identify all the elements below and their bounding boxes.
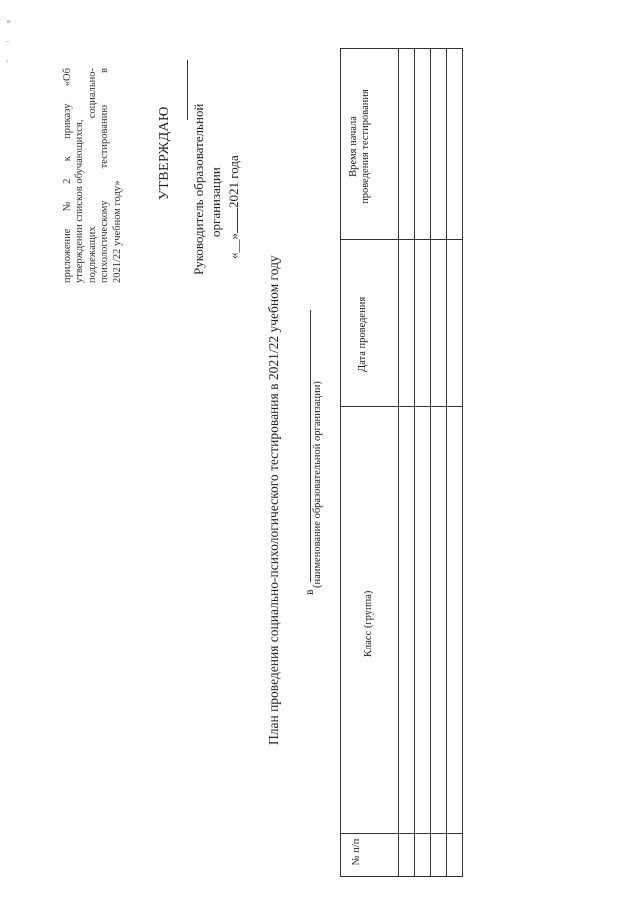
scan-marks: ⁞	[6, 58, 8, 65]
plan-table	[340, 48, 463, 877]
header-date: Дата проведения	[357, 296, 368, 372]
table-header-cell	[341, 407, 399, 834]
scan-marks: ≡	[6, 18, 12, 25]
annex-line-5: 2021/22 учебном году»	[111, 180, 123, 283]
approval-date: «__»2021 года	[226, 155, 241, 259]
header-time: Время начала проведения тестирования	[348, 89, 371, 204]
annex-line-2: утверждении списков обучающихся,	[74, 119, 86, 283]
annex-note	[62, 68, 124, 283]
table-header-cell	[341, 240, 399, 407]
annex-line-3: подлежащих социально-	[86, 68, 98, 283]
in-label: в	[302, 589, 316, 595]
annex-line-4: психологическому тестированию в	[99, 68, 111, 283]
annex-line-1: приложение № 2 к приказу «Об	[62, 68, 73, 283]
head-title-line-2: организации	[208, 167, 223, 237]
header-class: Класс (группа)	[363, 590, 374, 657]
table-row	[341, 240, 463, 407]
table-row	[341, 49, 463, 240]
org-caption: (наименование образовательной организации)	[312, 381, 323, 588]
signature-line	[187, 60, 188, 120]
header-number: № п/п	[351, 838, 362, 866]
approve-label: УТВЕРЖДАЮ	[157, 106, 172, 200]
table-row	[341, 407, 463, 834]
head-title-line-1: Руководитель образовательной	[191, 103, 206, 275]
org-name-line	[310, 310, 311, 582]
table-header-cell	[341, 834, 399, 877]
table-header-cell	[341, 49, 399, 240]
plan-title: План проведения социально-психологического тестирования в 2021/22 учебном году	[266, 255, 281, 745]
date-blank-line	[226, 208, 238, 233]
scan-marks: –	[6, 38, 9, 45]
table-row	[341, 834, 463, 877]
